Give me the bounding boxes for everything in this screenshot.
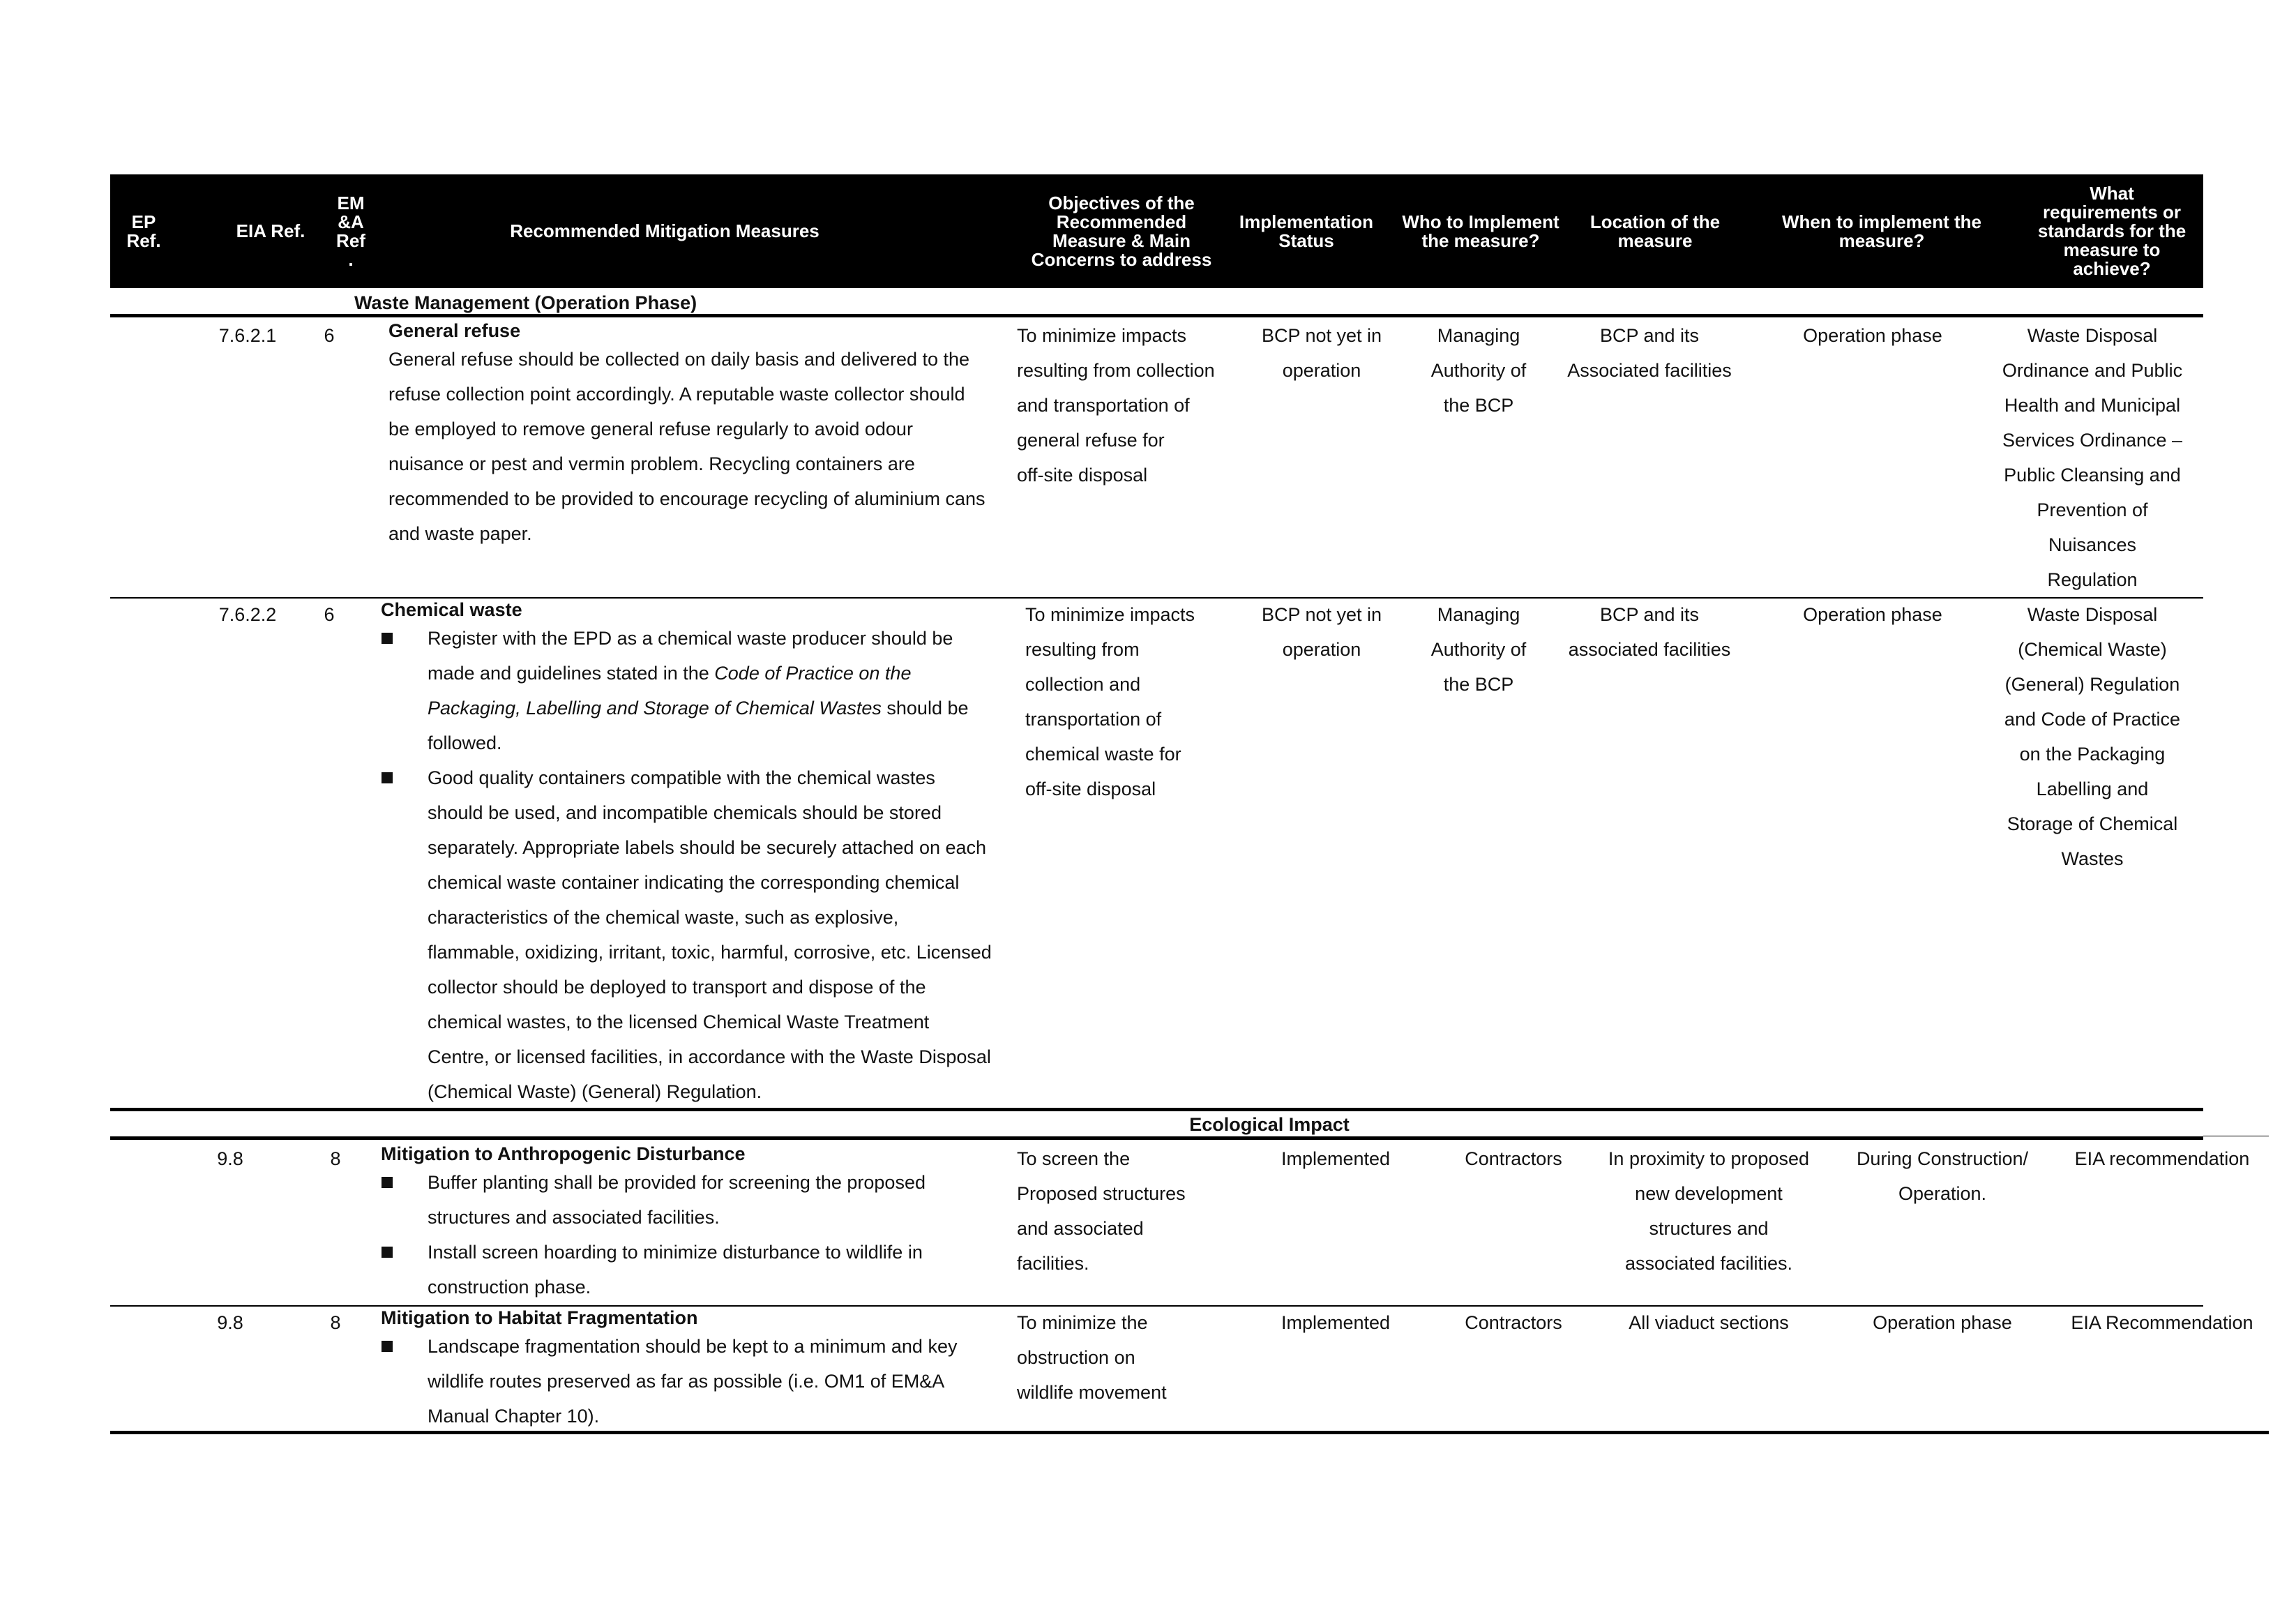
text-line: In proximity to proposed — [1608, 1148, 1810, 1169]
text-line: wildlife movement — [1017, 1382, 1167, 1403]
text-line: off-site disposal — [1017, 465, 1148, 486]
text-line: separately. Appropriate labels should be securely attached on each — [428, 837, 987, 858]
text-line: recommended to be provided to encourage recycling of aluminium cans — [388, 488, 985, 509]
text-line: operation — [1282, 360, 1361, 381]
text-line: Wastes — [2061, 848, 2124, 869]
header-measures: Recommended Mitigation Measures — [510, 220, 820, 241]
text-line: be employed to remove general refuse regularly to avoid odour — [388, 419, 913, 439]
ema-ref: 8 — [330, 1148, 341, 1169]
text-line: Register with the EPD as a chemical waste producer should be — [428, 628, 953, 649]
text-line: Associated facilities — [1567, 360, 1732, 381]
text-line: and associated — [1017, 1218, 1144, 1239]
text-line: Buffer planting shall be provided for screening the proposed — [428, 1172, 926, 1193]
text-line: the BCP — [1443, 674, 1514, 695]
text-line: Nuisances — [2048, 534, 2137, 555]
bullet-marker — [382, 1247, 393, 1258]
text-line: During Construction/ — [1856, 1148, 2029, 1169]
text-line: Manual Chapter 10). — [428, 1406, 600, 1427]
text-line: and waste paper. — [388, 523, 532, 544]
text-line: collector should be deployed to transport and dispose of the — [428, 977, 926, 998]
text-line: general refuse for — [1017, 430, 1165, 451]
text-line: Prevention of — [2037, 499, 2148, 520]
when-cell: Operation phase — [1803, 325, 1942, 346]
text-line: Landscape fragmentation should be kept to a minimum and key — [428, 1336, 958, 1357]
text-line: To minimize impacts — [1017, 325, 1187, 346]
text-line: Authority of — [1430, 360, 1527, 381]
text-line: facilities. — [1017, 1253, 1089, 1274]
text-line: collection and — [1025, 674, 1141, 695]
header-location: Location of the measure — [1589, 211, 1721, 251]
text-line: Managing — [1437, 604, 1520, 625]
measure-heading: Mitigation to Anthropogenic Disturbance — [381, 1143, 746, 1164]
ema-ref: 8 — [330, 1312, 341, 1333]
text-line: Operation. — [1898, 1183, 1987, 1204]
text-line: chemical waste for — [1025, 744, 1181, 765]
text-line: To screen the — [1017, 1148, 1131, 1169]
section-title: Waste Management (Operation Phase) — [354, 292, 697, 313]
text-line: construction phase. — [428, 1277, 591, 1298]
text-line: Install screen hoarding to minimize disturbance to wildlife in — [428, 1242, 923, 1263]
bullet-marker — [382, 1177, 393, 1188]
text-line: BCP and its — [1599, 604, 1700, 625]
measure-heading: Chemical waste — [381, 599, 522, 620]
header-requirements: What requirements or standards for the measure to achieve? — [2037, 183, 2187, 279]
table-bottom-rule — [110, 1431, 2269, 1434]
text-line: obstruction on — [1017, 1347, 1135, 1368]
text-line: and transportation of — [1017, 395, 1190, 416]
eia-ref: 7.6.2.2 — [218, 604, 277, 625]
text-line: Services Ordinance – — [2002, 430, 2183, 451]
text-line: Proposed structures — [1017, 1183, 1186, 1204]
text-line: BCP not yet in — [1261, 325, 1382, 346]
text-line: structures and — [1649, 1218, 1769, 1239]
text-line: Regulation — [2047, 569, 2138, 590]
requirements-cell: EIA Recommendation — [2071, 1312, 2253, 1333]
italic-reference: Packaging, Labelling and Storage of Chemical Wastes — [428, 698, 882, 719]
section-rule — [110, 1108, 2203, 1111]
bullet-marker — [382, 772, 393, 783]
section-rule — [110, 1136, 2203, 1140]
location-cell: All viaduct sections — [1629, 1312, 1789, 1333]
section-title: Ecological Impact — [1189, 1114, 1350, 1135]
text-line: characteristics of the chemical waste, such as explosive, — [428, 907, 899, 928]
header-when: When to implement the measure? — [1782, 211, 1981, 251]
table-header — [110, 174, 2203, 288]
bullet-marker — [382, 1341, 393, 1352]
text-line: Public Cleansing and — [2004, 465, 2181, 486]
text-line: Good quality containers compatible with the chemical wastes — [428, 767, 935, 788]
text-line: Waste Disposal — [2027, 325, 2158, 346]
text-line: Health and Municipal — [2004, 395, 2181, 416]
text-line: the BCP — [1443, 395, 1514, 416]
header-objectives: Objectives of the Recommended Measure & Main Concerns to address — [1031, 192, 1212, 270]
text-line: Centre, or licensed facilities, in accordance with the Waste Disposal — [428, 1046, 991, 1067]
eia-ref: 7.6.2.1 — [218, 325, 277, 346]
ema-ref: 6 — [324, 325, 335, 346]
when-cell: Operation phase — [1803, 604, 1942, 625]
status-cell: Implemented — [1281, 1148, 1391, 1169]
text-line: followed. — [428, 732, 502, 753]
text-line: refuse collection point accordingly. A reputable waste collector should — [388, 384, 965, 405]
text-line: Waste Disposal — [2027, 604, 2158, 625]
text-line: resulting from — [1025, 639, 1140, 660]
header-ema-ref: EM &A Ref . — [336, 192, 365, 270]
text-line: (Chemical Waste) (General) Regulation. — [428, 1081, 762, 1102]
text-line: flammable, oxidizing, irritant, toxic, harmful, corrosive, etc. Licensed — [428, 942, 992, 963]
header-eia-ref: EIA Ref. — [236, 220, 305, 241]
text-line: and Code of Practice — [2004, 709, 2181, 730]
text-line: BCP not yet in — [1261, 604, 1382, 625]
text-line: chemical waste container indicating the corresponding chemical — [428, 872, 960, 893]
text-line: associated facilities — [1568, 639, 1731, 660]
text-line: Managing — [1437, 325, 1520, 346]
text-line — [428, 691, 969, 725]
text-line: operation — [1282, 639, 1361, 660]
text-line: Authority of — [1430, 639, 1527, 660]
ema-ref: 6 — [324, 604, 335, 625]
text-line: associated facilities. — [1624, 1253, 1793, 1274]
text-span: should be — [881, 698, 969, 719]
when-cell: Operation phase — [1873, 1312, 2012, 1333]
text-line: (Chemical Waste) — [2018, 639, 2167, 660]
italic-reference: Code of Practice on the — [714, 663, 912, 684]
bullet-marker — [382, 633, 393, 644]
measure-heading: General refuse — [388, 320, 521, 341]
header-who: Who to Implement the measure? — [1402, 211, 1559, 251]
text-line: To minimize the — [1017, 1312, 1148, 1333]
text-line: resulting from collection — [1017, 360, 1215, 381]
who-cell: Contractors — [1465, 1148, 1562, 1169]
text-line: (General) Regulation — [2004, 674, 2180, 695]
text-line: BCP and its — [1599, 325, 1700, 346]
header-ep-ref: EP Ref. — [126, 211, 161, 251]
text-line: on the Packaging — [2019, 744, 2166, 765]
who-cell: Contractors — [1465, 1312, 1562, 1333]
text-line: General refuse should be collected on daily basis and delivered to the — [388, 349, 970, 370]
text-line: chemical wastes, to the licensed Chemical Waste Treatment — [428, 1012, 930, 1032]
header-status: Implementation Status — [1239, 211, 1374, 251]
text-line: To minimize impacts — [1025, 604, 1195, 625]
eia-ref: 9.8 — [217, 1312, 243, 1333]
text-line: Labelling and — [2036, 779, 2149, 799]
text-line: structures and associated facilities. — [428, 1207, 720, 1228]
text-line: Ordinance and Public — [2002, 360, 2183, 381]
section-rule — [110, 314, 2203, 317]
text-line — [428, 656, 911, 691]
status-cell: Implemented — [1281, 1312, 1391, 1333]
text-line: transportation of — [1025, 709, 1162, 730]
eia-ref: 9.8 — [217, 1148, 243, 1169]
text-line: new development — [1635, 1183, 1783, 1204]
text-line: off-site disposal — [1025, 779, 1156, 799]
text-line: wildlife routes preserved as far as possible (i.e. OM1 of EM&A — [428, 1371, 945, 1392]
text-line: Storage of Chemical — [2007, 813, 2178, 834]
text-line: should be used, and incompatible chemicals should be stored — [428, 802, 942, 823]
text-line: nuisance or pest and vermin problem. Recycling containers are — [388, 453, 915, 474]
requirements-cell: EIA recommendation — [2074, 1148, 2250, 1169]
text-span: made and guidelines stated in the — [428, 663, 715, 684]
measure-heading: Mitigation to Habitat Fragmentation — [381, 1307, 698, 1328]
